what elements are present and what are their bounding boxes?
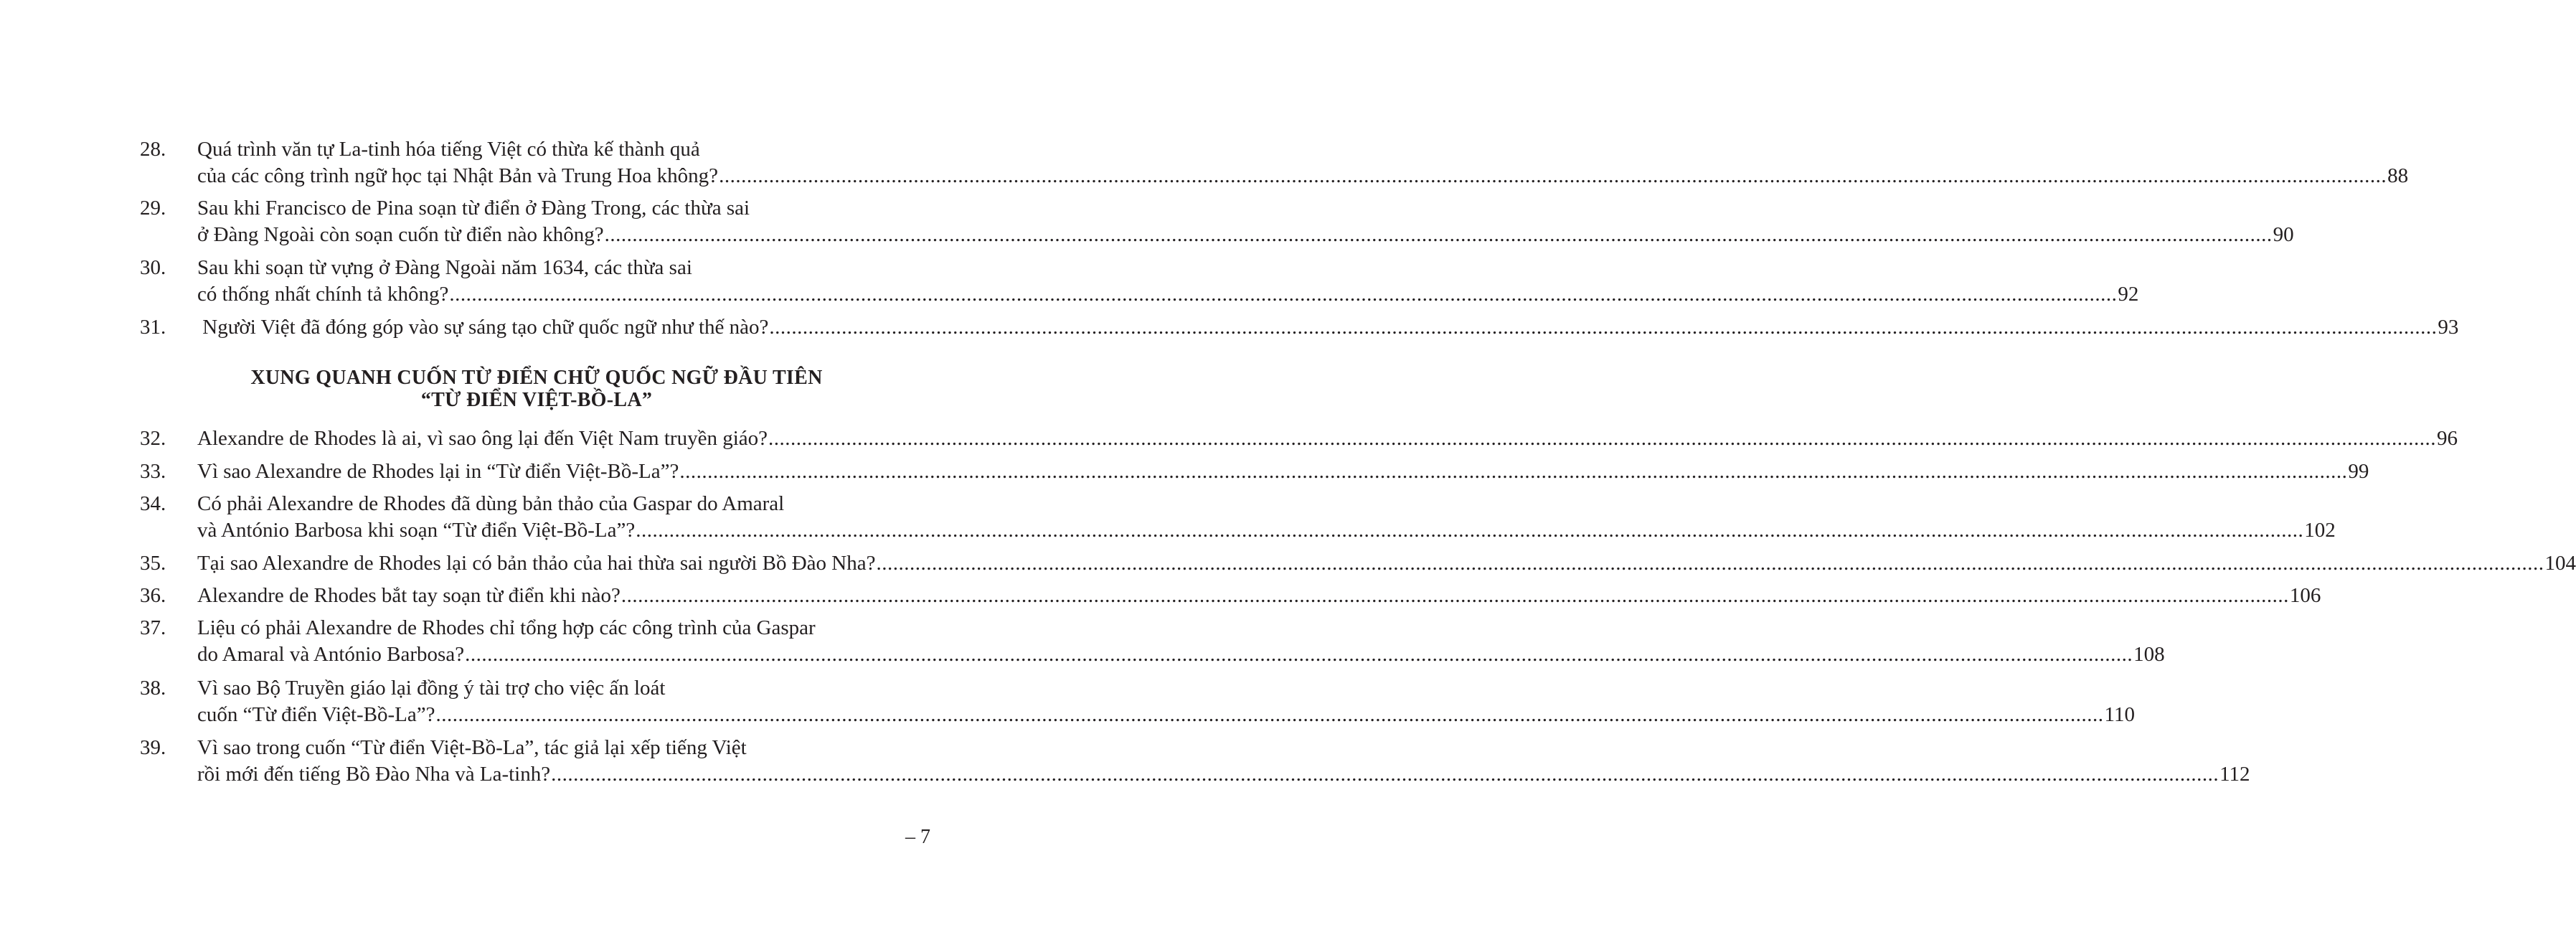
entry-leader-line: [197, 583, 2321, 609]
entry-page-number: 112: [2219, 763, 2250, 786]
dot-leader: ............................................................................................................................................................................................................................................................................................................: [449, 283, 2118, 306]
entry-page-number: 99: [2348, 460, 2369, 483]
entry-number: 28.: [140, 138, 166, 161]
dot-leader: ............................................................................................................................................................................................................................................................................................................: [876, 552, 2544, 575]
dot-leader: ............................................................................................................................................................................................................................................................................................................: [769, 316, 2438, 339]
entry-title: Vì sao Alexandre de Rhodes lại in “Từ điển Việt-Bồ-La”?: [197, 460, 679, 483]
toc-entry: [0, 255, 2139, 312]
entry-title: Alexandre de Rhodes là ai, vì sao ông lại đến Việt Nam truyền giáo?: [197, 427, 768, 450]
toc-entry: [0, 195, 2294, 253]
toc-entry: [0, 583, 2321, 611]
entry-number: 36.: [140, 584, 166, 607]
entry-leader-line: [197, 222, 2294, 248]
entry-title-line1: Quá trình văn tự La-tinh hóa tiếng Việt có thừa kế thành quả: [197, 138, 700, 161]
toc-entry: [0, 136, 2409, 194]
entry-leader-line: [197, 425, 2458, 452]
entry-title-line2: cuốn “Từ điển Việt-Bồ-La”?: [197, 703, 435, 726]
entry-leader-line: [197, 702, 2135, 728]
toc-entry: [0, 675, 2135, 733]
entry-title-line2: có thống nhất chính tả không?: [197, 283, 449, 306]
entry-title-line1: Liệu có phải Alexandre de Rhodes chỉ tổng hợp các công trình của Gaspar: [197, 616, 816, 639]
entry-leader-line: [197, 761, 2250, 788]
toc-entry: [0, 615, 2165, 672]
entry-leader-line: [197, 517, 2336, 544]
entry-number: 33.: [140, 460, 166, 483]
entry-page-number: 88: [2387, 164, 2409, 187]
dot-leader: ............................................................................................................................................................................................................................................................................................................: [719, 164, 2387, 187]
entry-leader-line: [197, 163, 2409, 189]
entry-page-number: 102: [2304, 519, 2336, 542]
dot-leader: ............................................................................................................................................................................................................................................................................................................: [435, 703, 2104, 726]
entry-page-number: 93: [2438, 316, 2459, 339]
entry-title-line2: và António Barbosa khi soạn “Từ điển Việt-Bồ-La”?: [197, 519, 636, 542]
entry-page-number: 108: [2133, 643, 2165, 666]
entry-title: Tại sao Alexandre de Rhodes lại có bản thảo của hai thừa sai người Bồ Đào Nha?: [197, 552, 876, 575]
section-heading-line2: “TỪ ĐIỂN VIỆT-BỒ-LA”: [420, 389, 653, 411]
entry-title: Alexandre de Rhodes bắt tay soạn từ điển khi nào?: [197, 584, 621, 607]
toc-entry: [0, 314, 2459, 343]
dot-leader: ............................................................................................................................................................................................................................................................................................................: [768, 427, 2436, 450]
page-number: – 7: [905, 826, 930, 848]
entry-number: 35.: [140, 552, 166, 575]
entry-leader-line: [197, 458, 2369, 485]
dot-leader: ............................................................................................................................................................................................................................................................................................................: [604, 223, 2273, 246]
entry-title-line1: Có phải Alexandre de Rhodes đã dùng bản thảo của Gaspar do Amaral: [197, 492, 785, 515]
dot-leader: ............................................................................................................................................................................................................................................................................................................: [621, 584, 2289, 607]
entry-number: 38.: [140, 677, 166, 700]
dot-leader: ............................................................................................................................................................................................................................................................................................................: [465, 643, 2133, 666]
toc-entry: [0, 735, 2250, 792]
toc-entry: [0, 425, 2458, 454]
entry-title-line2: của các công trình ngữ học tại Nhật Bản và Trung Hoa không?: [197, 164, 719, 187]
entry-page-number: 96: [2437, 427, 2458, 450]
entry-page-number: 92: [2118, 283, 2139, 306]
entry-leader-line: [197, 641, 2165, 668]
dot-leader: ............................................................................................................................................................................................................................................................................................................: [636, 519, 2304, 542]
toc-entry: [0, 550, 2576, 579]
entry-number: 29.: [140, 197, 166, 220]
entry-leader-line: [197, 281, 2139, 308]
entry-title-line2: rồi mới đến tiếng Bồ Đào Nha và La-tinh?: [197, 763, 551, 786]
entry-number: 30.: [140, 256, 166, 279]
entry-page-number: 110: [2104, 703, 2135, 726]
entry-number: 32.: [140, 427, 166, 450]
entry-title-line1: Vì sao Bộ Truyền giáo lại đồng ý tài trợ cho việc ấn loát: [197, 677, 666, 700]
toc-entry: [0, 458, 2369, 487]
entry-title-line1: Vì sao trong cuốn “Từ điển Việt-Bồ-La”, tác giả lại xếp tiếng Việt: [197, 736, 747, 759]
section-heading-line1: XUNG QUANH CUỐN TỪ ĐIỂN CHỮ QUỐC NGỮ ĐẦU TIÊN: [250, 367, 823, 389]
entry-title-line1: Sau khi Francisco de Pina soạn từ điển ở Đàng Trong, các thừa sai: [197, 197, 750, 220]
dot-leader: ............................................................................................................................................................................................................................................................................................................: [551, 763, 2219, 786]
entry-title-line1: Sau khi soạn từ vựng ở Đàng Ngoài năm 1634, các thừa sai: [197, 256, 692, 279]
entry-number: 31.: [140, 316, 166, 339]
entry-page-number: 106: [2289, 584, 2321, 607]
entry-title-line2: ở Đàng Ngoài còn soạn cuốn từ điển nào không?: [197, 223, 604, 246]
dot-leader: ............................................................................................................................................................................................................................................................................................................: [679, 460, 2348, 483]
entry-title-line2: do Amaral và António Barbosa?: [197, 643, 465, 666]
entry-number: 37.: [140, 616, 166, 639]
entry-page-number: 90: [2273, 223, 2294, 246]
toc-entry: [0, 491, 2336, 548]
entry-number: 39.: [140, 736, 166, 759]
entry-leader-line: [197, 550, 2576, 577]
entry-leader-line: [197, 314, 2459, 341]
entry-title: Người Việt đã đóng góp vào sự sáng tạo chữ quốc ngữ như thế nào?: [197, 316, 769, 339]
entry-page-number: 104: [2544, 552, 2576, 575]
entry-number: 34.: [140, 492, 166, 515]
